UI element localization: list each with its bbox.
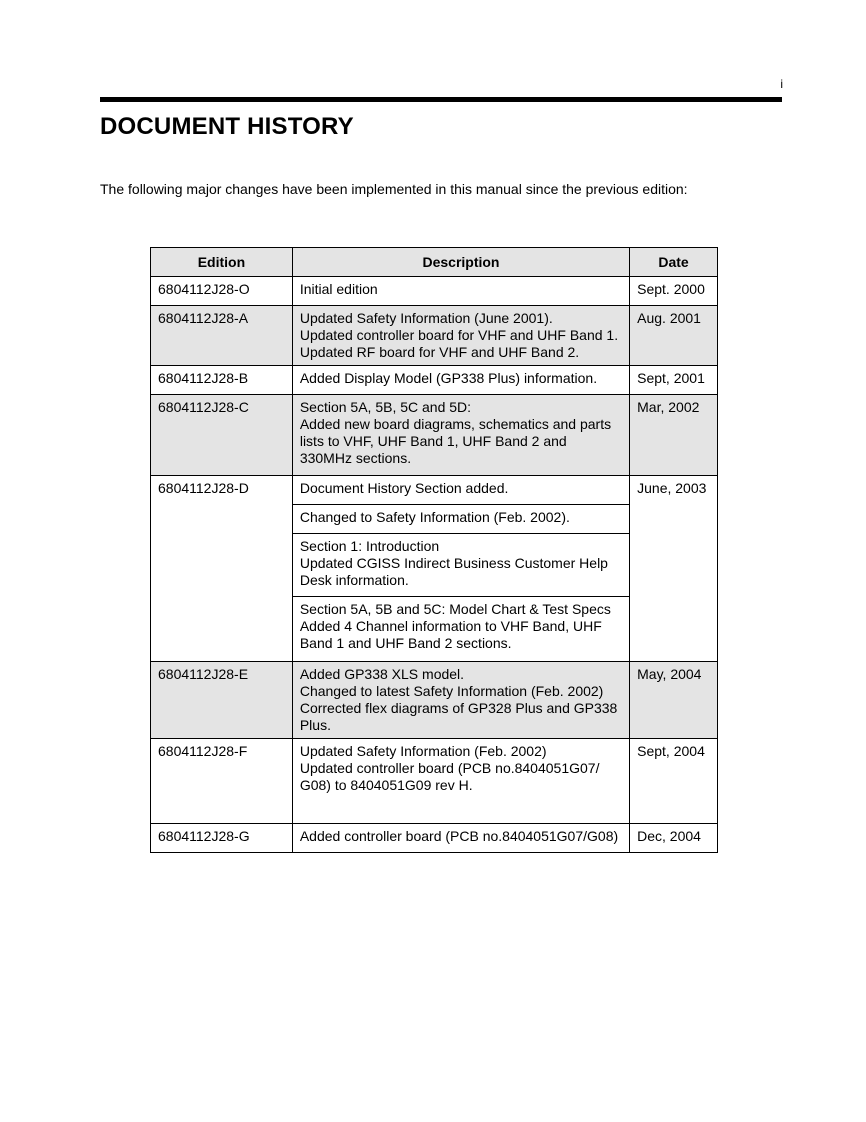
description-line: Updated Safety Information (June 2001). bbox=[299, 310, 553, 326]
description-line: Section 5A, 5B and 5C: Model Chart & Test Specs bbox=[299, 601, 611, 617]
table-row bbox=[151, 662, 718, 739]
description-line: Section 5A, 5B, 5C and 5D: bbox=[299, 399, 472, 415]
description-line: Changed to Safety Information (Feb. 2002). bbox=[299, 509, 570, 525]
description-line: lists to VHF, UHF Band 1, UHF Band 2 and bbox=[299, 433, 567, 449]
table-row bbox=[151, 395, 718, 476]
description-line: Added GP338 XLS model. bbox=[299, 666, 465, 682]
description-cell bbox=[292, 597, 629, 662]
description-line: Added new board diagrams, schematics and parts bbox=[299, 416, 612, 432]
description-line: Plus. bbox=[299, 717, 331, 733]
column-header-date: Date bbox=[630, 248, 718, 277]
description-line: Initial edition bbox=[299, 281, 378, 297]
edition-text: 6804112J28-A bbox=[158, 310, 249, 326]
edition-cell bbox=[151, 366, 293, 395]
description-line: Corrected flex diagrams of GP328 Plus and GP338 bbox=[299, 700, 618, 716]
description-cell bbox=[292, 739, 629, 824]
description-line: Section 1: Introduction bbox=[299, 538, 440, 554]
edition-text: 6804112J28-F bbox=[158, 743, 248, 759]
edition-text: 6804112J28-B bbox=[158, 370, 249, 386]
date-text: Sept. 2000 bbox=[637, 281, 705, 297]
description-cell bbox=[292, 366, 629, 395]
document-history-table bbox=[150, 247, 718, 853]
date-text: May, 2004 bbox=[637, 666, 702, 682]
date-cell bbox=[630, 662, 718, 739]
intro-paragraph: The following major changes have been implemented in this manual since the previous edition: bbox=[100, 181, 688, 197]
date-text: June, 2003 bbox=[637, 480, 707, 496]
edition-cell bbox=[151, 306, 293, 366]
edition-text: 6804112J28-D bbox=[158, 480, 249, 496]
table-row bbox=[151, 277, 718, 306]
description-cell bbox=[292, 662, 629, 739]
page-number: i bbox=[780, 77, 783, 91]
table-row bbox=[151, 306, 718, 366]
date-text: Aug. 2001 bbox=[637, 310, 701, 326]
edition-cell bbox=[151, 277, 293, 306]
description-line: G08) to 8404051G09 rev H. bbox=[299, 777, 473, 793]
edition-text: 6804112J28-O bbox=[158, 281, 250, 297]
date-cell bbox=[630, 306, 718, 366]
date-text: Dec, 2004 bbox=[637, 828, 701, 844]
date-cell bbox=[630, 739, 718, 824]
date-text: Sept, 2001 bbox=[637, 370, 705, 386]
table-body bbox=[151, 277, 718, 853]
description-line: Updated Safety Information (Feb. 2002) bbox=[299, 743, 547, 759]
description-line: Desk information. bbox=[299, 572, 409, 588]
description-line: Added Display Model (GP338 Plus) information. bbox=[299, 370, 598, 386]
edition-cell bbox=[151, 824, 293, 853]
table-row bbox=[151, 739, 718, 824]
date-text: Mar, 2002 bbox=[637, 399, 700, 415]
table-row bbox=[151, 824, 718, 853]
date-text: Sept, 2004 bbox=[637, 743, 705, 759]
description-line: Band 1 and UHF Band 2 sections. bbox=[299, 635, 512, 651]
table-row bbox=[151, 476, 718, 505]
description-line: Updated controller board (PCB no.8404051G07/ bbox=[299, 760, 600, 776]
edition-cell bbox=[151, 739, 293, 824]
date-cell bbox=[630, 476, 718, 662]
table-row bbox=[151, 366, 718, 395]
date-cell bbox=[630, 395, 718, 476]
description-line: 330MHz sections. bbox=[299, 450, 412, 466]
description-line: Document History Section added. bbox=[299, 480, 509, 496]
description-cell bbox=[292, 306, 629, 366]
description-cell bbox=[292, 534, 629, 597]
description-line: Added 4 Channel information to VHF Band, UHF bbox=[299, 618, 602, 634]
edition-cell bbox=[151, 476, 293, 662]
description-line: Added controller board (PCB no.8404051G07/G08) bbox=[299, 828, 619, 844]
edition-text: 6804112J28-G bbox=[158, 828, 250, 844]
date-cell bbox=[630, 824, 718, 853]
edition-cell bbox=[151, 662, 293, 739]
edition-text: 6804112J28-C bbox=[158, 399, 249, 415]
description-line: Updated CGISS Indirect Business Customer Help bbox=[299, 555, 608, 571]
description-cell bbox=[292, 824, 629, 853]
description-cell bbox=[292, 277, 629, 306]
description-line: Updated RF board for VHF and UHF Band 2. bbox=[299, 344, 580, 360]
date-cell bbox=[630, 277, 718, 306]
description-cell bbox=[292, 476, 629, 505]
description-line: Updated controller board for VHF and UHF Band 1. bbox=[299, 327, 619, 343]
description-cell bbox=[292, 395, 629, 476]
edition-cell bbox=[151, 395, 293, 476]
column-header-edition: Edition bbox=[151, 248, 293, 277]
page-title: DOCUMENT HISTORY bbox=[100, 113, 354, 140]
edition-text: 6804112J28-E bbox=[158, 666, 249, 682]
description-cell bbox=[292, 505, 629, 534]
description-line: Changed to latest Safety Information (Feb. 2002) bbox=[299, 683, 604, 699]
header-rule bbox=[100, 97, 782, 102]
date-cell bbox=[630, 366, 718, 395]
table-header-row bbox=[151, 248, 718, 277]
column-header-description: Description bbox=[292, 248, 629, 277]
